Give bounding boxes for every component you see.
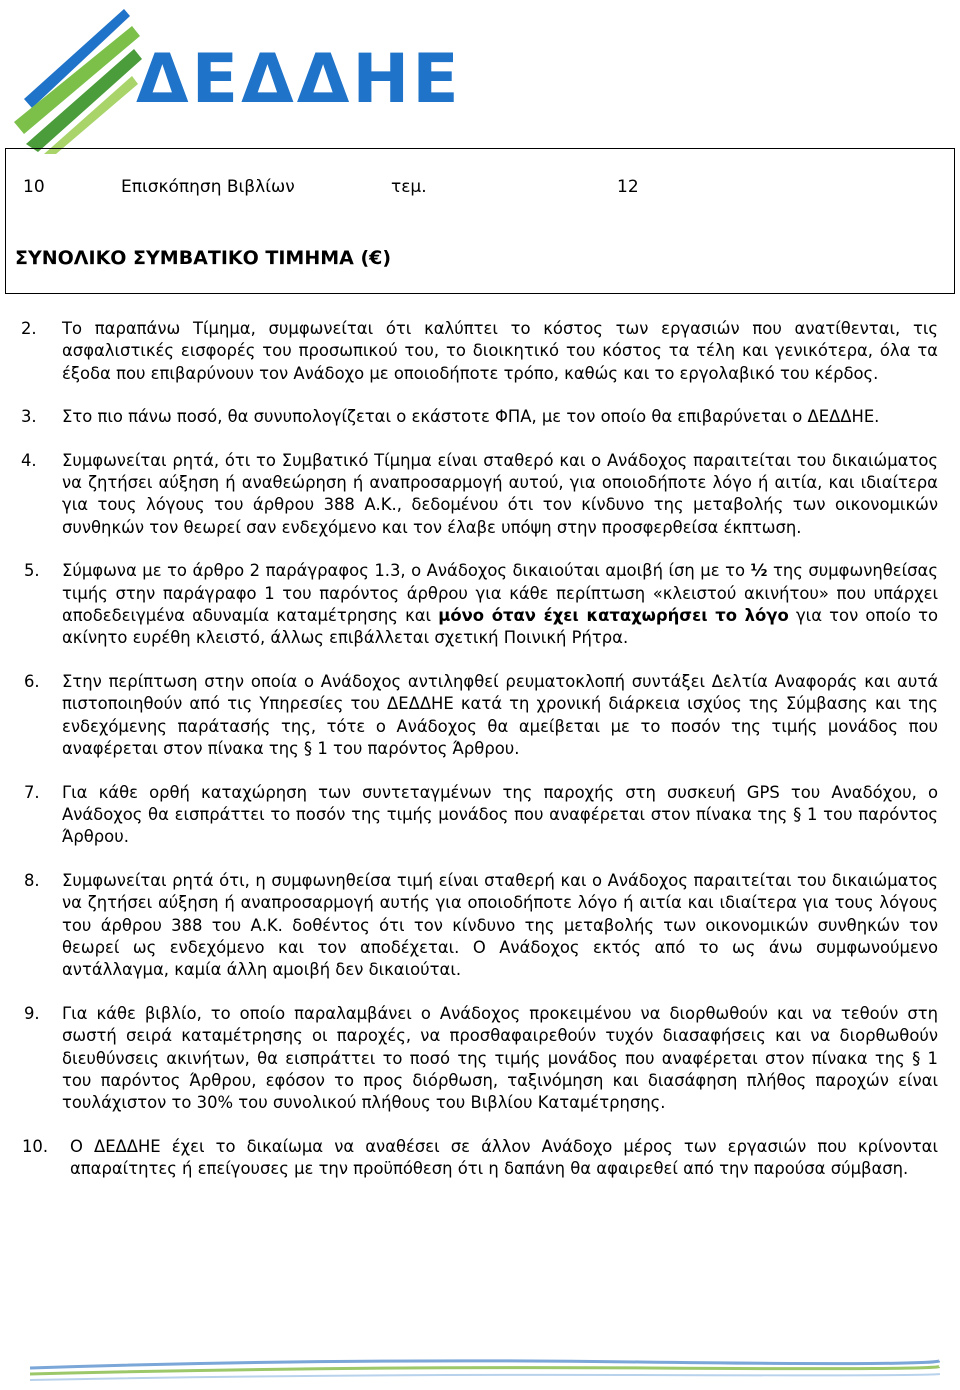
paragraph-text-c: για τον οποίο το ακίνητο ευρέθη κλειστό, άλλως επιβάλλεται σχετική Ποινική Ρήτρα. bbox=[62, 606, 939, 648]
paragraph-number: 3. bbox=[21, 407, 37, 427]
price-table bbox=[5, 148, 955, 294]
paragraph-number: 4. bbox=[21, 450, 37, 470]
total-price-label: ΣΥΝΟΛΙΚΟ ΣΥΜΒΑΤΙΚΟ ΤΙΜΗΜΑ (€) bbox=[15, 247, 392, 269]
paragraph-text: Ο ΔΕΔΔΗΕ έχει το δικαίωμα να αναθέσει σε άλλον Ανάδοχο μέρος των εργασιών που κρίνονται απαραίτητες ή επείγουσες με την προϋπόθεση ότι η δαπάνη θα αφαιρεθεί από την παρούσα σύμβαση. bbox=[70, 1136, 938, 1179]
row-description: Επισκόπηση Βιβλίων bbox=[121, 177, 295, 197]
paragraph-number: 5. bbox=[24, 561, 40, 581]
paragraph-text: Συμφωνείται ρητά, ότι το Συμβατικό Τίμημα είναι σταθερό και ο Ανάδοχος παραιτείται του δικαιώματος να ζητήσει αύξηση ή αναθεώρηση ή αναπροσαρμογή αυτού, για οποιοδήποτε λόγο ή αιτία, και ιδιαίτερα για τους λόγους του άρθρου 388 Α.Κ., δεδομένου ότι τον κίνδυνο της μεταβολής των οικονομικών συνθηκών τον θεωρεί σαν ενδεχόμενο και τον έλαβε υπόψη στην προσφερθείσα έκπτωση. bbox=[62, 450, 938, 537]
paragraph-5 bbox=[20, 560, 938, 650]
row-code: 10 bbox=[23, 177, 45, 197]
half-fraction: ½ bbox=[750, 561, 768, 581]
paragraph-6 bbox=[20, 671, 938, 761]
paragraph-number: 2. bbox=[21, 319, 37, 338]
paragraph-text: Για κάθε βιβλίο, το οποίο παραλαμβάνει ο Ανάδοχος προκειμένου να διορθωθούν και να τεθούν στη σωστή σειρά καταμέτρησης οι παροχές, να προσθαφαιρεθούν τυχόν διασαφήσεις και να διορθωθούν διευθύνσεις ακινήτων, θα εισπράττει το ποσό της τιμής μονάδος που αναφέρεται στον πίνακα της § 1 του παρόντος Άρθρου, εφόσον το προς διόρθωση, ταξινόμηση και διασάφηση πλήθος παροχών είναι τουλάχιστον το 30% του συνολικού πλήθους του Βιβλίου Καταμέτρησης. bbox=[62, 1003, 938, 1113]
document-body bbox=[20, 318, 938, 1202]
paragraph-7 bbox=[20, 782, 938, 849]
paragraph-number: 6. bbox=[24, 671, 40, 691]
paragraph-number: 7. bbox=[24, 782, 40, 802]
paragraph-text: Το παραπάνω Τίμημα, συμφωνείται ότι καλύπτει το κόστος των εργασιών που ανατίθενται, τις ασφαλιστικές εισφορές του προσωπικού του, το διοικητικό του κόστος τα τέλη και γενικότερα, όλα τα έξοδα που επιβαρύνουν τον Ανάδοχο με οποιοδήποτε τρόπο, καθώς και το εργολαβικό του κέρδος. bbox=[62, 319, 938, 383]
paragraph-bold-text: μόνο όταν έχει καταχωρήσει το λόγο bbox=[438, 606, 789, 626]
company-logo bbox=[14, 4, 462, 154]
paragraph-3 bbox=[20, 406, 938, 428]
paragraph-9 bbox=[20, 1003, 938, 1115]
paragraph-text: Για κάθε ορθή καταχώρηση των συντεταγμένων της παροχής στη συσκευή GPS του Αναδόχου, ο Ανάδοχος θα εισπράττει το ποσόν της τιμής μονάδος που αναφέρεται στον πίνακα της § 1 του παρόντος Άρθρου. bbox=[62, 782, 938, 847]
paragraph-text: Στην περίπτωση στην οποία ο Ανάδοχος αντιληφθεί ρευματοκλοπή συντάξει Δελτία Αναφοράς και αυτά πιστοποιηθούν από τις Υπηρεσίες του ΔΕΔΔΗΕ κατά τη χρονική διάρκεια ισχύος της Σύμβασης και της ενδεχόμενης παράτασής της, τότε ο Ανάδοχος θα αμείβεται με το ποσόν της τιμής μονάδος που αναφέρεται στον πίνακα της § 1 του παρόντος Άρθρου. bbox=[62, 671, 938, 759]
paragraph-2 bbox=[20, 318, 938, 385]
paragraph-number: 9. bbox=[24, 1003, 40, 1023]
paragraph-8 bbox=[20, 870, 938, 982]
paragraph-number: 8. bbox=[24, 870, 40, 890]
paragraph-text: Στο πιο πάνω ποσό, θα συνυπολογίζεται ο εκάστοτε ΦΠΑ, με τον οποίο θα επιβαρύνεται ο ΔΕΔΔΗΕ. bbox=[62, 407, 880, 427]
paragraph-number: 10. bbox=[22, 1136, 49, 1156]
row-quantity: 12 bbox=[617, 177, 639, 197]
paragraph-text: Συμφωνείται ρητά ότι, η συμφωνηθείσα τιμή είναι σταθερή και ο Ανάδοχος παραιτείται του δικαιώματος να ζητήσει αύξηση ή αναπροσαρμογή αυτής για οποιοδήποτε λόγο ή αιτία και ιδιαίτερα για τους λόγους του άρθρου 388 του Α.Κ. δοθέντος ότι τον κίνδυνο της μεταβολής των οικονομικών συνθηκών τον θεωρεί ως ενδεχόμενο και τον αποδέχεται. Ο Ανάδοχος εκτός από το ως άνω συμφωνούμενο αντάλλαγμα, καμία άλλη αμοιβή δεν δικαιούται. bbox=[62, 870, 938, 980]
footer-stripe bbox=[30, 1350, 940, 1386]
paragraph-10 bbox=[20, 1136, 938, 1181]
row-unit: τεμ. bbox=[391, 177, 427, 197]
paragraph-text-a: Σύμφωνα με το άρθρο 2 παράγραφος 1.3, ο Ανάδοχος δικαιούται αμοιβή ίση με το bbox=[62, 561, 751, 581]
paragraph-text-b: της συμφωνηθείσας τιμής στην παράγραφο 1 του παρόντος άρθρου για κάθε περίπτωση «κλειστού ακινήτου» που υπάρχει αποδεδειγμένα αδυναμία καταμέτρησης και bbox=[62, 561, 938, 626]
paragraph-4 bbox=[20, 450, 938, 540]
logo-wordmark: ΔΕΔΔΗΕ bbox=[136, 40, 462, 119]
footer-stripe-icon bbox=[30, 1350, 940, 1386]
